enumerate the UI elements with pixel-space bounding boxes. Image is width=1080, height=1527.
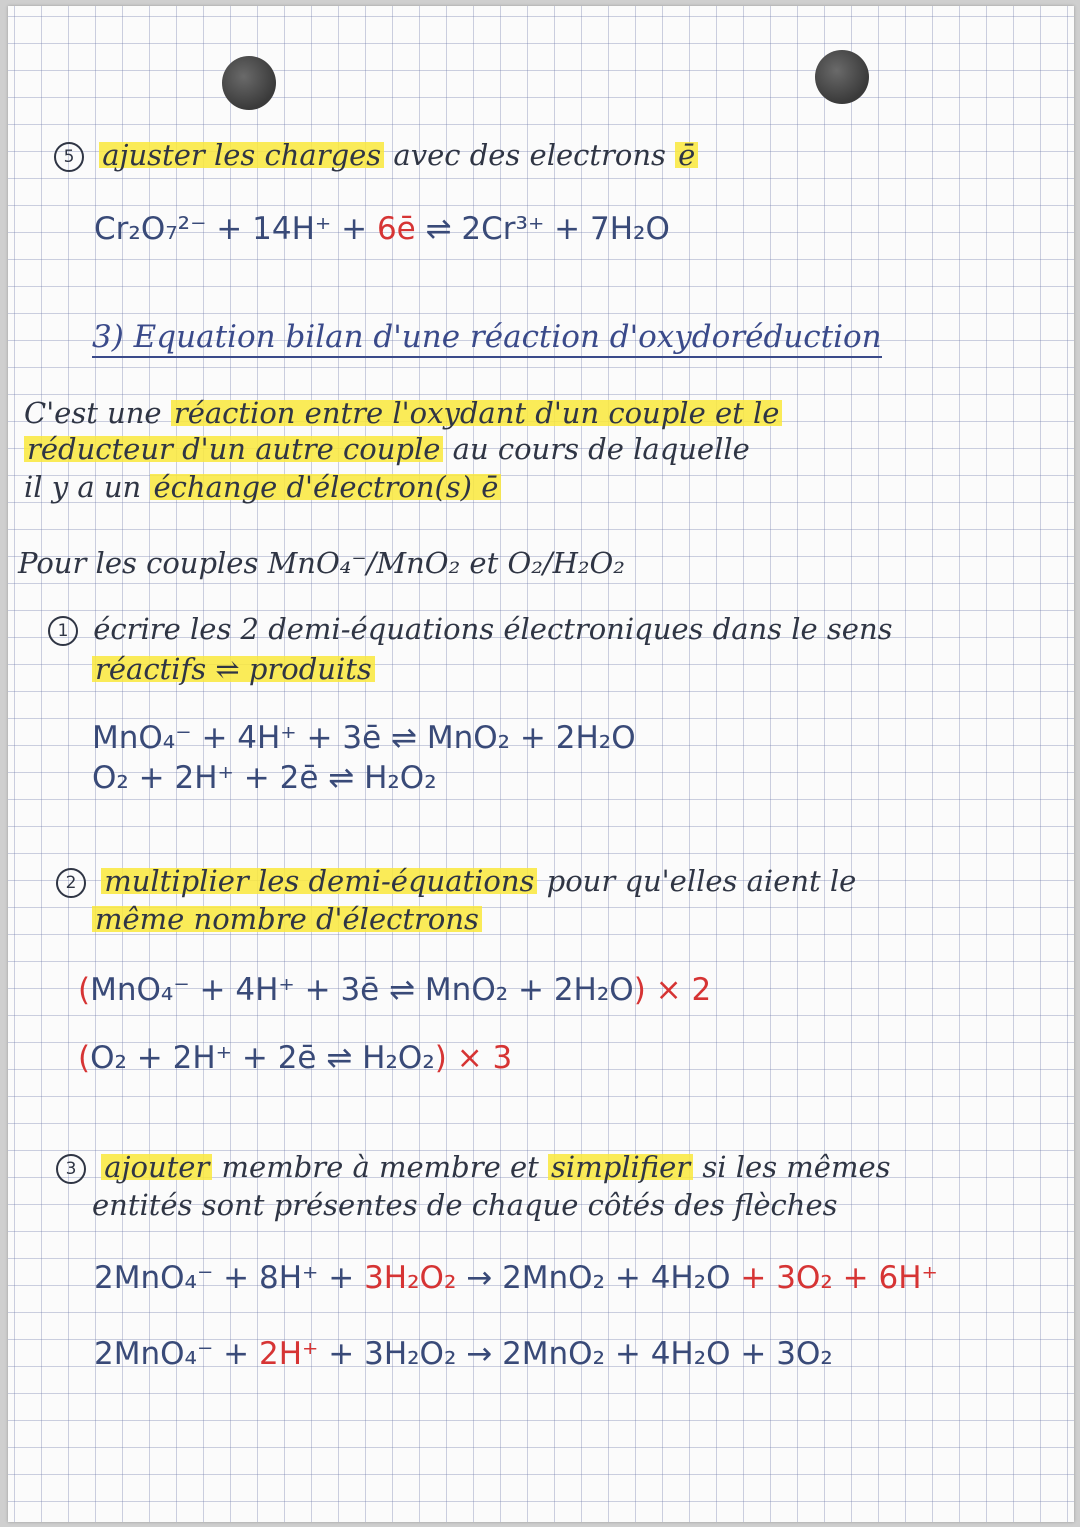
equation-part: 2MnO₄⁻ + 8H⁺ +	[94, 1260, 355, 1296]
multiplier: × 3	[456, 1040, 513, 1076]
step3-line-2	[92, 1186, 838, 1224]
highlighted-text: même nombre d'électrons	[92, 902, 482, 936]
step3-text: membre à membre et	[221, 1150, 539, 1184]
couples-line	[18, 544, 625, 582]
multiplied-equation-1	[78, 970, 711, 1010]
open-paren: (	[78, 972, 91, 1008]
highlighted-text: ajouter	[101, 1150, 212, 1184]
equation-part-red: + 3O₂ + 6H⁺	[740, 1260, 938, 1296]
electron-symbol: ē	[675, 138, 698, 172]
step3-text: entités sont présentes de chaque côtés des flèches	[92, 1188, 838, 1222]
half-equation-2: O₂ + 2H⁺ + 2ē ⇌ H₂O₂	[92, 760, 437, 796]
equation-electrons: 6ē	[376, 211, 416, 247]
close-paren: )	[633, 972, 646, 1008]
close-paren: )	[434, 1040, 447, 1076]
multiplier: × 2	[655, 972, 712, 1008]
step5-line	[54, 136, 698, 174]
section-title-text: 3) Equation bilan d'une réaction d'oxydoréduction	[92, 319, 882, 358]
definition-text: il y a un	[24, 470, 142, 504]
step1-text: écrire les 2 demi-équations électroniques dans le sens	[93, 612, 893, 646]
equation-part: → 2MnO₂ + 4H₂O	[466, 1260, 731, 1296]
step-number-badge: 2	[56, 868, 86, 898]
chromium-equation	[94, 209, 670, 249]
multiplied-equation-2	[78, 1038, 512, 1078]
highlighted-text: réducteur d'un autre couple	[24, 432, 443, 466]
step2-line-2	[92, 900, 482, 938]
definition-line-1	[24, 394, 782, 432]
final-equation	[94, 1334, 833, 1374]
definition-text: au cours de laquelle	[452, 432, 750, 466]
definition-line-2	[24, 430, 750, 468]
definition-line-3	[24, 468, 501, 506]
highlighted-text: réactifs ⇌ produits	[92, 652, 375, 686]
step2-line-1	[56, 862, 856, 900]
equation-part: 2MnO₄⁻ +	[94, 1336, 250, 1372]
section-title	[92, 318, 882, 356]
highlighted-text: ajuster les charges	[99, 138, 384, 172]
equation-part: + 3H₂O₂ → 2MnO₂ + 4H₂O + 3O₂	[328, 1336, 833, 1372]
half-equation-1: MnO₄⁻ + 4H⁺ + 3ē ⇌ MnO₂ + 2H₂O	[92, 720, 636, 756]
step1-line-2	[92, 650, 375, 688]
step-number-badge: 5	[54, 142, 84, 172]
step2-text: pour qu'elles aient le	[546, 864, 857, 898]
step3-line-1	[56, 1148, 891, 1186]
punch-hole-left	[222, 56, 276, 110]
punch-hole-right	[815, 50, 869, 104]
step-number-badge: 1	[48, 616, 78, 646]
equation-body: O₂ + 2H⁺ + 2ē ⇌ H₂O₂	[90, 1040, 435, 1076]
highlighted-text: multiplier les demi-équations	[101, 864, 537, 898]
step1-line-1	[48, 610, 893, 648]
equation-body: MnO₄⁻ + 4H⁺ + 3ē ⇌ MnO₂ + 2H₂O	[90, 972, 634, 1008]
open-paren: (	[78, 1040, 91, 1076]
step3-text: si les mêmes	[702, 1150, 891, 1184]
step5-text: avec des electrons	[393, 138, 666, 172]
equation-right: ⇌ 2Cr³⁺ + 7H₂O	[425, 211, 670, 247]
equation-part-red: 2H⁺	[259, 1336, 319, 1372]
highlighted-text: réaction entre l'oxydant d'un couple et le	[171, 396, 783, 430]
definition-text: C'est une	[24, 396, 162, 430]
highlighted-text: simplifier	[548, 1150, 693, 1184]
equation-part-red: 3H₂O₂	[364, 1260, 457, 1296]
equation-left: Cr₂O₇²⁻ + 14H⁺ +	[94, 211, 368, 247]
step-number-badge: 3	[56, 1154, 86, 1184]
highlighted-text: échange d'électron(s) ē	[150, 470, 501, 504]
sum-equation	[94, 1258, 938, 1298]
couples-text: Pour les couples MnO₄⁻/MnO₂ et O₂/H₂O₂	[18, 546, 625, 580]
notebook-page	[8, 6, 1074, 1522]
